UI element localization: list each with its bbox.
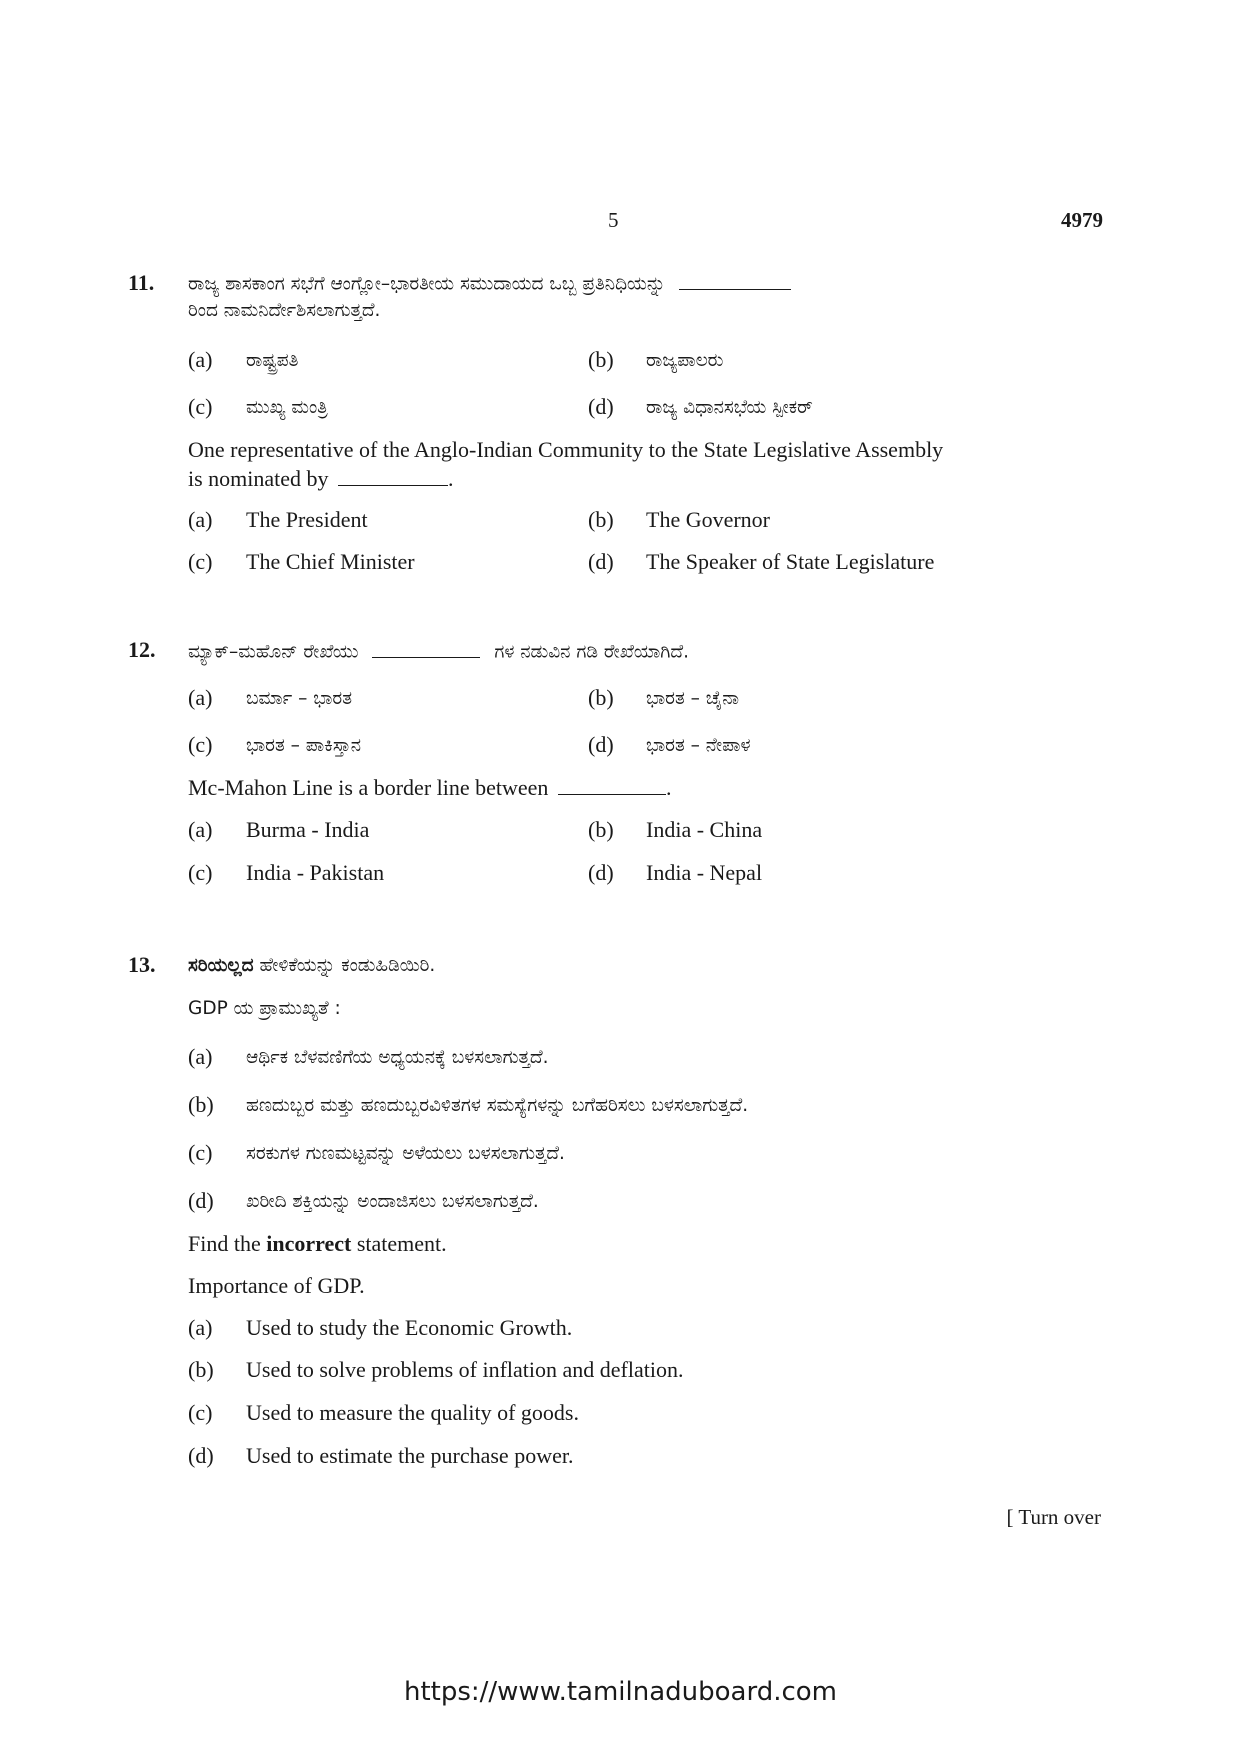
- page-number: 5: [608, 208, 619, 232]
- q12-en-option-a: Burma - India: [246, 817, 370, 842]
- q12-en-option-d: India - Nepal: [646, 860, 763, 885]
- q11-en-option-b-label: (b): [588, 507, 614, 532]
- question-11-number: 11.: [128, 270, 155, 295]
- footer-url[interactable]: https://www.tamilnaduboard.com: [403, 1677, 838, 1707]
- q11-kn-option-b: ರಾಜ್ಯಪಾಲರು: [646, 350, 724, 371]
- q11-kn-option-b-label: (b): [588, 347, 614, 372]
- q11-en-option-b: The Governor: [646, 507, 771, 532]
- q11-en-option-a: The President: [246, 507, 368, 532]
- q12-kn-option-b-label: (b): [588, 685, 614, 710]
- q11-kannada-line1: ರಾಜ್ಯ ಶಾಸಕಾಂಗ ಸಭೆಗೆ ಆಂಗ್ಲೋ–ಭಾರತೀಯ ಸಮುದಾಯದ ಒಬ್ಬ ಪ್ರತಿನಿಧಿಯನ್ನು: [188, 272, 791, 295]
- q11-en-option-c-label: (c): [188, 549, 213, 574]
- q11-kn-option-c-label: (c): [188, 394, 213, 419]
- q13-en-option-a: Used to study the Economic Growth.: [246, 1315, 573, 1340]
- answer-blank: [679, 272, 791, 290]
- q12-kn-option-d: ಭಾರತ – ನೇಪಾಳ: [646, 735, 751, 756]
- q13-en-option-c: Used to measure the quality of goods.: [246, 1400, 579, 1425]
- q12-kn-option-d-label: (d): [588, 732, 614, 757]
- q11-en-option-a-label: (a): [188, 507, 213, 532]
- q13-en-option-b: Used to solve problems of inflation and deflation.: [246, 1357, 684, 1382]
- q13-en-option-a-label: (a): [188, 1315, 213, 1340]
- q12-en-option-c: India - Pakistan: [246, 860, 385, 885]
- q11-kn-option-a-label: (a): [188, 347, 213, 372]
- q12-kn-option-c: ಭಾರತ – ಪಾಕಿಸ್ತಾನ: [246, 735, 362, 756]
- q13-kn-option-d: ಖರೀದಿ ಶಕ್ತಿಯನ್ನು ಅಂದಾಜಿಸಲು ಬಳಸಲಾಗುತ್ತದೆ.: [246, 1191, 539, 1212]
- answer-blank: [372, 640, 480, 658]
- q13-en-option-d: Used to estimate the purchase power.: [246, 1443, 574, 1468]
- q13-kannada-subheading: GDP ಯ ಪ್ರಾಮುಖ್ಯತೆ :: [188, 998, 341, 1019]
- q13-kn-option-c-label: (c): [188, 1140, 213, 1165]
- q12-en-option-b: India - China: [646, 817, 763, 842]
- q13-kn-option-a-label: (a): [188, 1044, 213, 1069]
- turn-over-note: [ Turn over: [1006, 1505, 1101, 1529]
- q12-en-option-c-label: (c): [188, 860, 213, 885]
- q12-kn-option-b: ಭಾರತ – ಚೈನಾ: [646, 688, 740, 709]
- q11-kannada-line2: ರಿಂದ ನಾಮನಿರ್ದೇಶಿಸಲಾಗುತ್ತದೆ.: [188, 300, 381, 321]
- q13-english-subheading: Importance of GDP.: [188, 1273, 365, 1298]
- q13-en-option-d-label: (d): [188, 1443, 214, 1468]
- q13-en-option-c-label: (c): [188, 1400, 213, 1425]
- q13-kn-option-c: ಸರಕುಗಳ ಗುಣಮಟ್ಟವನ್ನು ಅಳೆಯಲು ಬಳಸಲಾಗುತ್ತದೆ.: [246, 1143, 565, 1164]
- q13-kn-option-b: ಹಣದುಬ್ಬರ ಮತ್ತು ಹಣದುಬ್ಬರವಿಳಿತಗಳ ಸಮಸ್ಯೆಗಳನ್ನು ಬಗೆಹರಿಸಲು ಬಳಸಲಾಗುತ್ತದೆ.: [246, 1095, 749, 1116]
- q11-kn-option-a: ರಾಷ್ಟ್ರಪತಿ: [246, 350, 299, 371]
- q11-en-option-d-label: (d): [588, 549, 614, 574]
- q11-kn-option-d-label: (d): [588, 394, 614, 419]
- q11-en-option-d: The Speaker of State Legislature: [646, 549, 935, 574]
- q13-kannada-stem: ಸರಿಯಲ್ಲದ ಹೇಳಿಕೆಯನ್ನು ಕಂಡುಹಿಡಿಯಿರಿ.: [188, 955, 436, 976]
- q12-kn-option-c-label: (c): [188, 732, 213, 757]
- q12-english-stem: Mc-Mahon Line is a border line between .: [188, 774, 672, 800]
- question-13-number: 13.: [128, 952, 156, 977]
- q13-en-option-b-label: (b): [188, 1357, 214, 1382]
- q12-kn-option-a: ಬರ್ಮಾ – ಭಾರತ: [246, 688, 353, 709]
- q13-kn-option-a: ಆರ್ಥಿಕ ಬೆಳವಣಿಗೆಯ ಅಧ್ಯಯನಕ್ಕೆ ಬಳಸಲಾಗುತ್ತದೆ.: [246, 1047, 549, 1068]
- q12-en-option-b-label: (b): [588, 817, 614, 842]
- q11-english-line2: is nominated by .: [188, 465, 454, 491]
- answer-blank: [338, 465, 448, 486]
- q11-english-line1: One representative of the Anglo-Indian Community to the State Legislative Assembly: [188, 437, 944, 462]
- paper-code: 4979: [1061, 208, 1103, 232]
- question-12-number: 12.: [128, 637, 156, 662]
- q11-en-option-c: The Chief Minister: [246, 549, 415, 574]
- q12-kannada-stem: ಮ್ಯಾಕ್–ಮಹೊನ್ ರೇಖೆಯು ಗಳ ನಡುವಿನ ಗಡಿ ರೇಖೆಯಾಗಿದೆ.: [188, 641, 689, 663]
- q13-kn-option-b-label: (b): [188, 1092, 214, 1117]
- q13-english-stem: Find the incorrect statement.: [188, 1231, 447, 1256]
- q12-kn-option-a-label: (a): [188, 685, 213, 710]
- q11-kn-option-d: ರಾಜ್ಯ ವಿಧಾನಸಭೆಯ ಸ್ಪೀಕರ್: [646, 397, 813, 418]
- q13-kn-option-d-label: (d): [188, 1188, 214, 1213]
- q12-en-option-d-label: (d): [588, 860, 614, 885]
- q11-kn-option-c: ಮುಖ್ಯ ಮಂತ್ರಿ: [246, 397, 328, 418]
- answer-blank: [558, 774, 666, 795]
- q12-en-option-a-label: (a): [188, 817, 213, 842]
